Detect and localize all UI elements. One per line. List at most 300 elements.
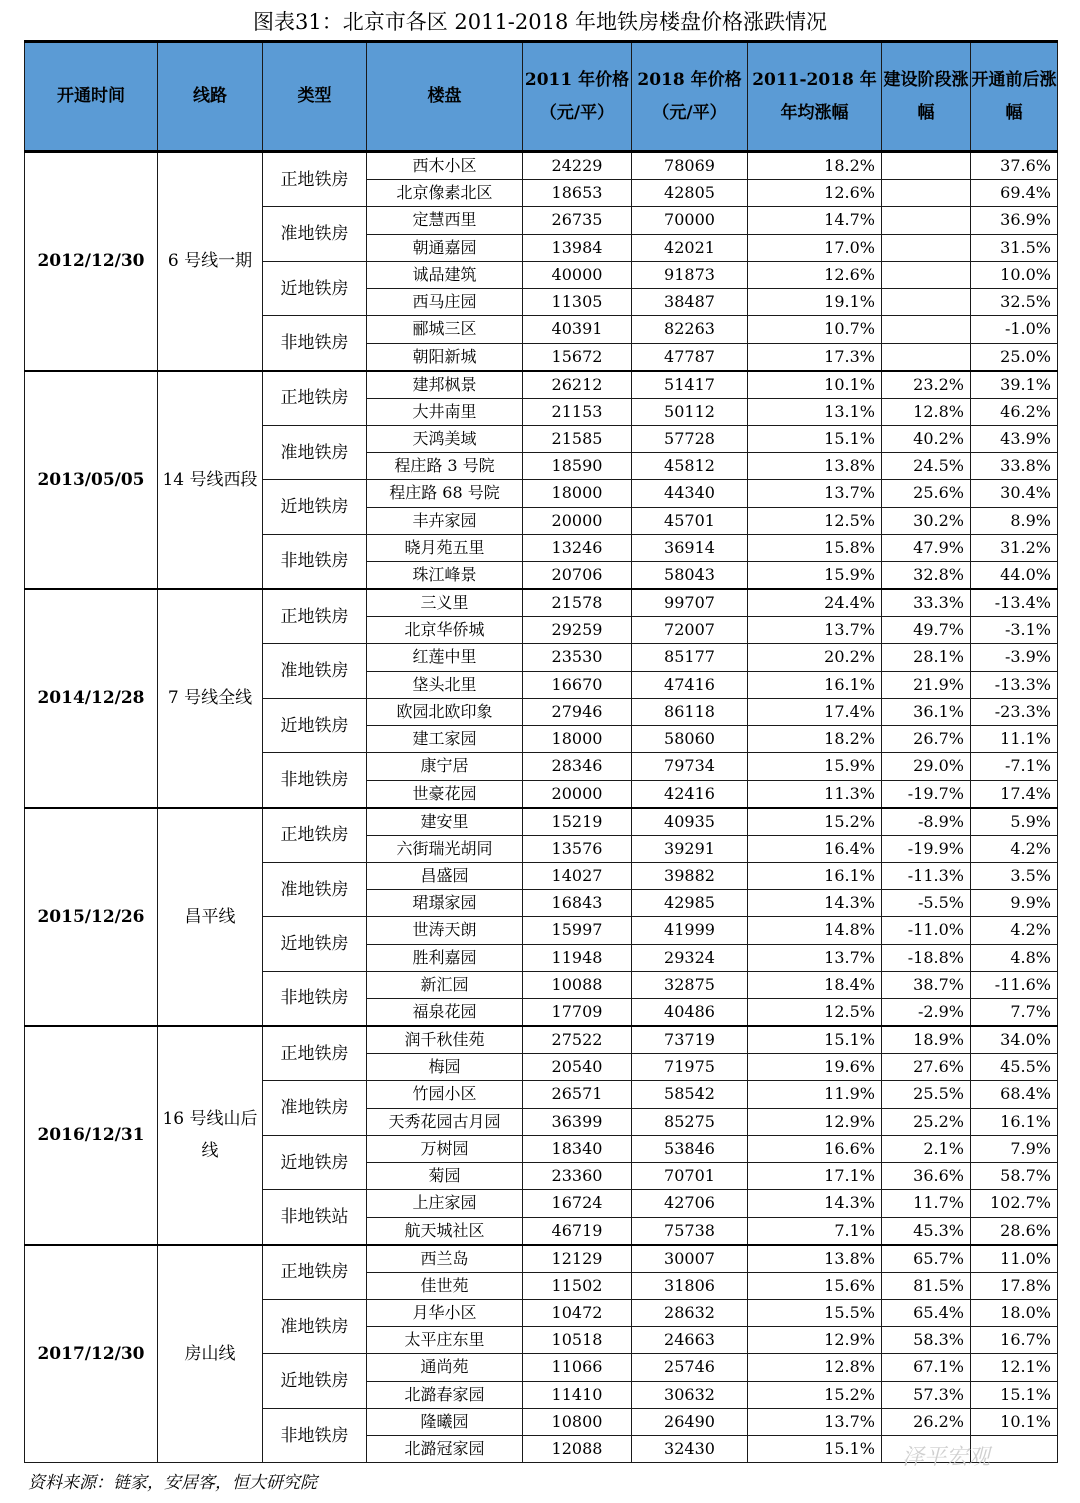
annual-growth-cell: 18.4% <box>748 971 882 998</box>
price-2011-cell: 36399 <box>523 1108 632 1135</box>
type-cell: 准地铁房 <box>263 425 367 480</box>
estate-cell: 垡头北里 <box>367 671 523 698</box>
header-annual-growth: 2011-2018 年年均涨幅 <box>748 42 882 152</box>
price-2018-cell: 30007 <box>632 1245 748 1273</box>
price-2018-cell: 50112 <box>632 398 748 425</box>
opening-growth-cell: 102.7% <box>971 1190 1058 1217</box>
price-2011-cell: 18340 <box>523 1135 632 1162</box>
construction-growth-cell: -2.9% <box>882 999 971 1027</box>
type-cell: 非地铁房 <box>263 534 367 589</box>
price-2018-cell: 79734 <box>632 753 748 780</box>
opening-growth-cell: 8.9% <box>971 507 1058 534</box>
header-open-date: 开通时间 <box>25 42 158 152</box>
estate-cell: 西兰岛 <box>367 1245 523 1273</box>
estate-cell: 佳世苑 <box>367 1272 523 1299</box>
price-2011-cell: 11305 <box>523 289 632 316</box>
construction-growth-cell: 38.7% <box>882 971 971 998</box>
price-2011-cell: 13576 <box>523 835 632 862</box>
price-2011-cell: 29259 <box>523 617 632 644</box>
construction-growth-cell: 25.5% <box>882 1081 971 1108</box>
construction-growth-cell: 49.7% <box>882 617 971 644</box>
line-cell: 7 号线全线 <box>158 589 263 808</box>
line-cell: 16 号线山后线 <box>158 1026 263 1245</box>
construction-growth-cell: 67.1% <box>882 1354 971 1381</box>
opening-growth-cell: 12.1% <box>971 1354 1058 1381</box>
construction-growth-cell: -11.3% <box>882 862 971 889</box>
opening-growth-cell: 10.0% <box>971 261 1058 288</box>
opening-growth-cell: 16.1% <box>971 1108 1058 1135</box>
price-2011-cell: 20000 <box>523 780 632 808</box>
estate-cell: 欧园北欧印象 <box>367 698 523 725</box>
price-2018-cell: 70000 <box>632 207 748 234</box>
estate-cell: 北潞春家园 <box>367 1381 523 1408</box>
construction-growth-cell: 81.5% <box>882 1272 971 1299</box>
price-2011-cell: 16724 <box>523 1190 632 1217</box>
price-2018-cell: 36914 <box>632 534 748 561</box>
price-2018-cell: 45701 <box>632 507 748 534</box>
construction-growth-cell <box>882 316 971 343</box>
header-opening-growth: 开通前后涨幅 <box>971 42 1058 152</box>
estate-cell: 三义里 <box>367 589 523 617</box>
annual-growth-cell: 16.1% <box>748 671 882 698</box>
price-2011-cell: 15672 <box>523 343 632 371</box>
price-2018-cell: 75738 <box>632 1217 748 1245</box>
annual-growth-cell: 14.8% <box>748 917 882 944</box>
opening-growth-cell: -7.1% <box>971 753 1058 780</box>
construction-growth-cell: 26.2% <box>882 1408 971 1435</box>
opening-growth-cell: 11.0% <box>971 1245 1058 1273</box>
price-2018-cell: 53846 <box>632 1135 748 1162</box>
type-cell: 正地铁房 <box>263 1026 367 1081</box>
estate-cell: 福泉花园 <box>367 999 523 1027</box>
header-price-2018: 2018 年价格（元/平） <box>632 42 748 152</box>
figure-title: 图表31：北京市各区 2011-2018 年地铁房楼盘价格涨跌情况 <box>252 10 828 34</box>
estate-cell: 朝通嘉园 <box>367 234 523 261</box>
construction-growth-cell: 65.4% <box>882 1299 971 1326</box>
estate-cell: 建工家园 <box>367 726 523 753</box>
estate-cell: 菊园 <box>367 1163 523 1190</box>
annual-growth-cell: 15.8% <box>748 534 882 561</box>
opening-growth-cell: -23.3% <box>971 698 1058 725</box>
annual-growth-cell: 12.9% <box>748 1108 882 1135</box>
construction-growth-cell: -5.5% <box>882 890 971 917</box>
construction-growth-cell <box>882 152 971 180</box>
estate-cell: 胜利嘉园 <box>367 944 523 971</box>
annual-growth-cell: 15.2% <box>748 1381 882 1408</box>
estate-cell: 通尚苑 <box>367 1354 523 1381</box>
header-type: 类型 <box>263 42 367 152</box>
estate-cell: 润千秋佳苑 <box>367 1026 523 1054</box>
price-2011-cell: 40000 <box>523 261 632 288</box>
estate-cell: 世涛天朗 <box>367 917 523 944</box>
price-2011-cell: 46719 <box>523 1217 632 1245</box>
price-2018-cell: 25746 <box>632 1354 748 1381</box>
price-2011-cell: 11066 <box>523 1354 632 1381</box>
header-estate: 楼盘 <box>367 42 523 152</box>
header-price-2011: 2011 年价格（元/平） <box>523 42 632 152</box>
price-2018-cell: 28632 <box>632 1299 748 1326</box>
opening-growth-cell: 9.9% <box>971 890 1058 917</box>
construction-growth-cell: 40.2% <box>882 425 971 452</box>
construction-growth-cell: 27.6% <box>882 1054 971 1081</box>
price-2011-cell: 26571 <box>523 1081 632 1108</box>
estate-cell: 晓月苑五里 <box>367 534 523 561</box>
open-date-cell: 2016/12/31 <box>25 1026 158 1245</box>
table-row <box>25 371 1058 399</box>
estate-cell: 珠江峰景 <box>367 562 523 590</box>
opening-growth-cell: 15.1% <box>971 1381 1058 1408</box>
opening-growth-cell: 25.0% <box>971 343 1058 371</box>
construction-growth-cell <box>882 343 971 371</box>
type-cell: 正地铁房 <box>263 808 367 863</box>
price-2011-cell: 10088 <box>523 971 632 998</box>
opening-growth-cell: 45.5% <box>971 1054 1058 1081</box>
construction-growth-cell: 58.3% <box>882 1327 971 1354</box>
estate-cell: 万树园 <box>367 1135 523 1162</box>
opening-growth-cell: -13.4% <box>971 589 1058 617</box>
construction-growth-cell: 12.8% <box>882 398 971 425</box>
opening-growth-cell: 4.2% <box>971 835 1058 862</box>
type-cell: 非地铁房 <box>263 316 367 371</box>
annual-growth-cell: 13.1% <box>748 398 882 425</box>
annual-growth-cell: 14.3% <box>748 1190 882 1217</box>
price-2011-cell: 10518 <box>523 1327 632 1354</box>
price-2018-cell: 29324 <box>632 944 748 971</box>
annual-growth-cell: 15.2% <box>748 808 882 836</box>
estate-cell: 天秀花园古月园 <box>367 1108 523 1135</box>
opening-growth-cell: 7.7% <box>971 999 1058 1027</box>
open-date-cell: 2015/12/26 <box>25 808 158 1027</box>
annual-growth-cell: 16.6% <box>748 1135 882 1162</box>
price-2018-cell: 42416 <box>632 780 748 808</box>
open-date-cell: 2017/12/30 <box>25 1245 158 1463</box>
price-2018-cell: 71975 <box>632 1054 748 1081</box>
price-2018-cell: 85177 <box>632 644 748 671</box>
price-2011-cell: 20706 <box>523 562 632 590</box>
annual-growth-cell: 13.7% <box>748 617 882 644</box>
type-cell: 正地铁房 <box>263 1245 367 1300</box>
price-2011-cell: 24229 <box>523 152 632 180</box>
price-2011-cell: 23530 <box>523 644 632 671</box>
price-2018-cell: 47787 <box>632 343 748 371</box>
line-cell: 房山线 <box>158 1245 263 1463</box>
construction-growth-cell: 29.0% <box>882 753 971 780</box>
price-2011-cell: 28346 <box>523 753 632 780</box>
annual-growth-cell: 11.3% <box>748 780 882 808</box>
estate-cell: 六街瑞光胡同 <box>367 835 523 862</box>
price-2011-cell: 15997 <box>523 917 632 944</box>
annual-growth-cell: 12.6% <box>748 180 882 207</box>
price-2011-cell: 18000 <box>523 726 632 753</box>
annual-growth-cell: 14.3% <box>748 890 882 917</box>
open-date-cell: 2014/12/28 <box>25 589 158 808</box>
price-2018-cell: 73719 <box>632 1026 748 1054</box>
construction-growth-cell: 30.2% <box>882 507 971 534</box>
estate-cell: 梅园 <box>367 1054 523 1081</box>
estate-cell: 世豪花园 <box>367 780 523 808</box>
construction-growth-cell: 25.2% <box>882 1108 971 1135</box>
opening-growth-cell: 7.9% <box>971 1135 1058 1162</box>
open-date-cell: 2013/05/05 <box>25 371 158 590</box>
price-2011-cell: 11502 <box>523 1272 632 1299</box>
price-2018-cell: 30632 <box>632 1381 748 1408</box>
opening-growth-cell: 11.1% <box>971 726 1058 753</box>
annual-growth-cell: 12.5% <box>748 999 882 1027</box>
type-cell: 正地铁房 <box>263 152 367 207</box>
type-cell: 准地铁房 <box>263 207 367 262</box>
header-row <box>25 42 1058 152</box>
estate-cell: 航天城社区 <box>367 1217 523 1245</box>
opening-growth-cell: 31.2% <box>971 534 1058 561</box>
type-cell: 正地铁房 <box>263 589 367 644</box>
opening-growth-cell: 68.4% <box>971 1081 1058 1108</box>
construction-growth-cell: 11.7% <box>882 1190 971 1217</box>
construction-growth-cell: 23.2% <box>882 371 971 399</box>
table-row <box>25 589 1058 617</box>
construction-growth-cell: 45.3% <box>882 1217 971 1245</box>
price-2018-cell: 72007 <box>632 617 748 644</box>
opening-growth-cell: 31.5% <box>971 234 1058 261</box>
opening-growth-cell: 69.4% <box>971 180 1058 207</box>
estate-cell: 珺璟家园 <box>367 890 523 917</box>
annual-growth-cell: 18.2% <box>748 152 882 180</box>
price-2018-cell: 47416 <box>632 671 748 698</box>
annual-growth-cell: 17.0% <box>748 234 882 261</box>
price-2011-cell: 14027 <box>523 862 632 889</box>
price-2018-cell: 70701 <box>632 1163 748 1190</box>
opening-growth-cell: -13.3% <box>971 671 1058 698</box>
price-2011-cell: 26212 <box>523 371 632 399</box>
construction-growth-cell <box>882 207 971 234</box>
price-2018-cell: 51417 <box>632 371 748 399</box>
price-2011-cell: 12129 <box>523 1245 632 1273</box>
construction-growth-cell: -18.8% <box>882 944 971 971</box>
price-2018-cell: 39882 <box>632 862 748 889</box>
estate-cell: 西马庄园 <box>367 289 523 316</box>
type-cell: 近地铁房 <box>263 1354 367 1409</box>
price-2018-cell: 31806 <box>632 1272 748 1299</box>
construction-growth-cell: -19.9% <box>882 835 971 862</box>
opening-growth-cell: 43.9% <box>971 425 1058 452</box>
type-cell: 近地铁房 <box>263 261 367 316</box>
line-cell: 14 号线西段 <box>158 371 263 590</box>
opening-growth-cell: 10.1% <box>971 1408 1058 1435</box>
opening-growth-cell: 34.0% <box>971 1026 1058 1054</box>
price-2018-cell: 58542 <box>632 1081 748 1108</box>
opening-growth-cell: -3.9% <box>971 644 1058 671</box>
annual-growth-cell: 15.9% <box>748 753 882 780</box>
construction-growth-cell: -19.7% <box>882 780 971 808</box>
price-2011-cell: 20000 <box>523 507 632 534</box>
annual-growth-cell: 13.7% <box>748 1408 882 1435</box>
type-cell: 非地铁房 <box>263 971 367 1026</box>
type-cell: 准地铁房 <box>263 1299 367 1354</box>
price-2018-cell: 58043 <box>632 562 748 590</box>
price-2018-cell: 26490 <box>632 1408 748 1435</box>
opening-growth-cell: -1.0% <box>971 316 1058 343</box>
construction-growth-cell <box>882 261 971 288</box>
price-2011-cell: 20540 <box>523 1054 632 1081</box>
type-cell: 准地铁房 <box>263 1081 367 1136</box>
annual-growth-cell: 13.7% <box>748 944 882 971</box>
annual-growth-cell: 16.1% <box>748 862 882 889</box>
opening-growth-cell: 4.2% <box>971 917 1058 944</box>
opening-growth-cell: 17.8% <box>971 1272 1058 1299</box>
annual-growth-cell: 14.7% <box>748 207 882 234</box>
price-2018-cell: 42805 <box>632 180 748 207</box>
price-2018-cell: 44340 <box>632 480 748 507</box>
estate-cell: 大井南里 <box>367 398 523 425</box>
opening-growth-cell: 5.9% <box>971 808 1058 836</box>
annual-growth-cell: 15.1% <box>748 1026 882 1054</box>
opening-growth-cell: 46.2% <box>971 398 1058 425</box>
price-2018-cell: 78069 <box>632 152 748 180</box>
watermark: 泽平宏观 <box>902 1445 991 1470</box>
annual-growth-cell: 12.8% <box>748 1354 882 1381</box>
price-table <box>24 40 1058 1463</box>
opening-growth-cell: 17.4% <box>971 780 1058 808</box>
construction-growth-cell: 32.8% <box>882 562 971 590</box>
estate-cell: 定慧西里 <box>367 207 523 234</box>
header-line: 线路 <box>158 42 263 152</box>
estate-cell: 上庄家园 <box>367 1190 523 1217</box>
price-2018-cell: 42021 <box>632 234 748 261</box>
opening-growth-cell: 3.5% <box>971 862 1058 889</box>
annual-growth-cell: 15.9% <box>748 562 882 590</box>
type-cell: 非地铁房 <box>263 753 367 808</box>
annual-growth-cell: 19.1% <box>748 289 882 316</box>
estate-cell: 郦城三区 <box>367 316 523 343</box>
annual-growth-cell: 12.5% <box>748 507 882 534</box>
construction-growth-cell: 18.9% <box>882 1026 971 1054</box>
price-2018-cell: 40935 <box>632 808 748 836</box>
opening-growth-cell: 30.4% <box>971 480 1058 507</box>
construction-growth-cell: 21.9% <box>882 671 971 698</box>
table-row <box>25 1245 1058 1273</box>
price-2011-cell: 13246 <box>523 534 632 561</box>
construction-growth-cell: 57.3% <box>882 1381 971 1408</box>
annual-growth-cell: 24.4% <box>748 589 882 617</box>
estate-cell: 北京像素北区 <box>367 180 523 207</box>
line-cell: 昌平线 <box>158 808 263 1027</box>
opening-growth-cell: 28.6% <box>971 1217 1058 1245</box>
estate-cell: 西木小区 <box>367 152 523 180</box>
annual-growth-cell: 16.4% <box>748 835 882 862</box>
estate-cell: 程庄路 3 号院 <box>367 453 523 480</box>
construction-growth-cell: 26.7% <box>882 726 971 753</box>
price-2018-cell: 39291 <box>632 835 748 862</box>
type-cell: 近地铁房 <box>263 480 367 535</box>
price-2011-cell: 17709 <box>523 999 632 1027</box>
estate-cell: 建邦枫景 <box>367 371 523 399</box>
annual-growth-cell: 10.1% <box>748 371 882 399</box>
estate-cell: 北京华侨城 <box>367 617 523 644</box>
table-body <box>25 152 1058 1463</box>
price-2011-cell: 18653 <box>523 180 632 207</box>
price-2011-cell: 40391 <box>523 316 632 343</box>
price-2018-cell: 91873 <box>632 261 748 288</box>
table-row <box>25 1026 1058 1054</box>
price-2018-cell: 85275 <box>632 1108 748 1135</box>
price-2011-cell: 16843 <box>523 890 632 917</box>
price-2018-cell: 57728 <box>632 425 748 452</box>
price-2011-cell: 26735 <box>523 207 632 234</box>
type-cell: 非地铁站 <box>263 1190 367 1245</box>
estate-cell: 竹园小区 <box>367 1081 523 1108</box>
price-2018-cell: 32875 <box>632 971 748 998</box>
annual-growth-cell: 20.2% <box>748 644 882 671</box>
type-cell: 近地铁房 <box>263 698 367 753</box>
price-2011-cell: 13984 <box>523 234 632 261</box>
estate-cell: 昌盛园 <box>367 862 523 889</box>
price-2018-cell: 42985 <box>632 890 748 917</box>
line-cell: 6 号线一期 <box>158 152 263 371</box>
price-2011-cell: 27522 <box>523 1026 632 1054</box>
estate-cell: 诚品建筑 <box>367 261 523 288</box>
annual-growth-cell: 12.6% <box>748 261 882 288</box>
estate-cell: 丰卉家园 <box>367 507 523 534</box>
price-2018-cell: 86118 <box>632 698 748 725</box>
type-cell: 非地铁房 <box>263 1408 367 1463</box>
opening-growth-cell: 18.0% <box>971 1299 1058 1326</box>
price-2011-cell: 21578 <box>523 589 632 617</box>
opening-growth-cell: 33.8% <box>971 453 1058 480</box>
construction-growth-cell: 33.3% <box>882 589 971 617</box>
price-2011-cell: 27946 <box>523 698 632 725</box>
estate-cell: 北潞冠家园 <box>367 1436 523 1463</box>
annual-growth-cell: 17.1% <box>748 1163 882 1190</box>
annual-growth-cell: 19.6% <box>748 1054 882 1081</box>
estate-cell: 建安里 <box>367 808 523 836</box>
annual-growth-cell: 17.3% <box>748 343 882 371</box>
construction-growth-cell <box>882 180 971 207</box>
source-note: 资料来源：链家，安居客，恒大研究院 <box>28 1473 317 1493</box>
opening-growth-cell: 58.7% <box>971 1163 1058 1190</box>
annual-growth-cell: 7.1% <box>748 1217 882 1245</box>
price-2011-cell: 11948 <box>523 944 632 971</box>
price-2018-cell: 58060 <box>632 726 748 753</box>
open-date-cell: 2012/12/30 <box>25 152 158 371</box>
price-2018-cell: 32430 <box>632 1436 748 1463</box>
annual-growth-cell: 15.1% <box>748 425 882 452</box>
opening-growth-cell: 36.9% <box>971 207 1058 234</box>
price-2018-cell: 40486 <box>632 999 748 1027</box>
construction-growth-cell: 65.7% <box>882 1245 971 1273</box>
price-2011-cell: 23360 <box>523 1163 632 1190</box>
annual-growth-cell: 13.8% <box>748 1245 882 1273</box>
type-cell: 准地铁房 <box>263 644 367 699</box>
price-2011-cell: 10472 <box>523 1299 632 1326</box>
annual-growth-cell: 10.7% <box>748 316 882 343</box>
annual-growth-cell: 12.9% <box>748 1327 882 1354</box>
construction-growth-cell: -11.0% <box>882 917 971 944</box>
price-2018-cell: 42706 <box>632 1190 748 1217</box>
price-2018-cell: 24663 <box>632 1327 748 1354</box>
construction-growth-cell: 36.1% <box>882 698 971 725</box>
construction-growth-cell: -8.9% <box>882 808 971 836</box>
table-row <box>25 152 1058 180</box>
opening-growth-cell: -11.6% <box>971 971 1058 998</box>
opening-growth-cell: 16.7% <box>971 1327 1058 1354</box>
construction-growth-cell: 28.1% <box>882 644 971 671</box>
estate-cell: 程庄路 68 号院 <box>367 480 523 507</box>
annual-growth-cell: 17.4% <box>748 698 882 725</box>
annual-growth-cell: 11.9% <box>748 1081 882 1108</box>
annual-growth-cell: 13.8% <box>748 453 882 480</box>
price-2018-cell: 82263 <box>632 316 748 343</box>
type-cell: 准地铁房 <box>263 862 367 917</box>
price-2011-cell: 21585 <box>523 425 632 452</box>
